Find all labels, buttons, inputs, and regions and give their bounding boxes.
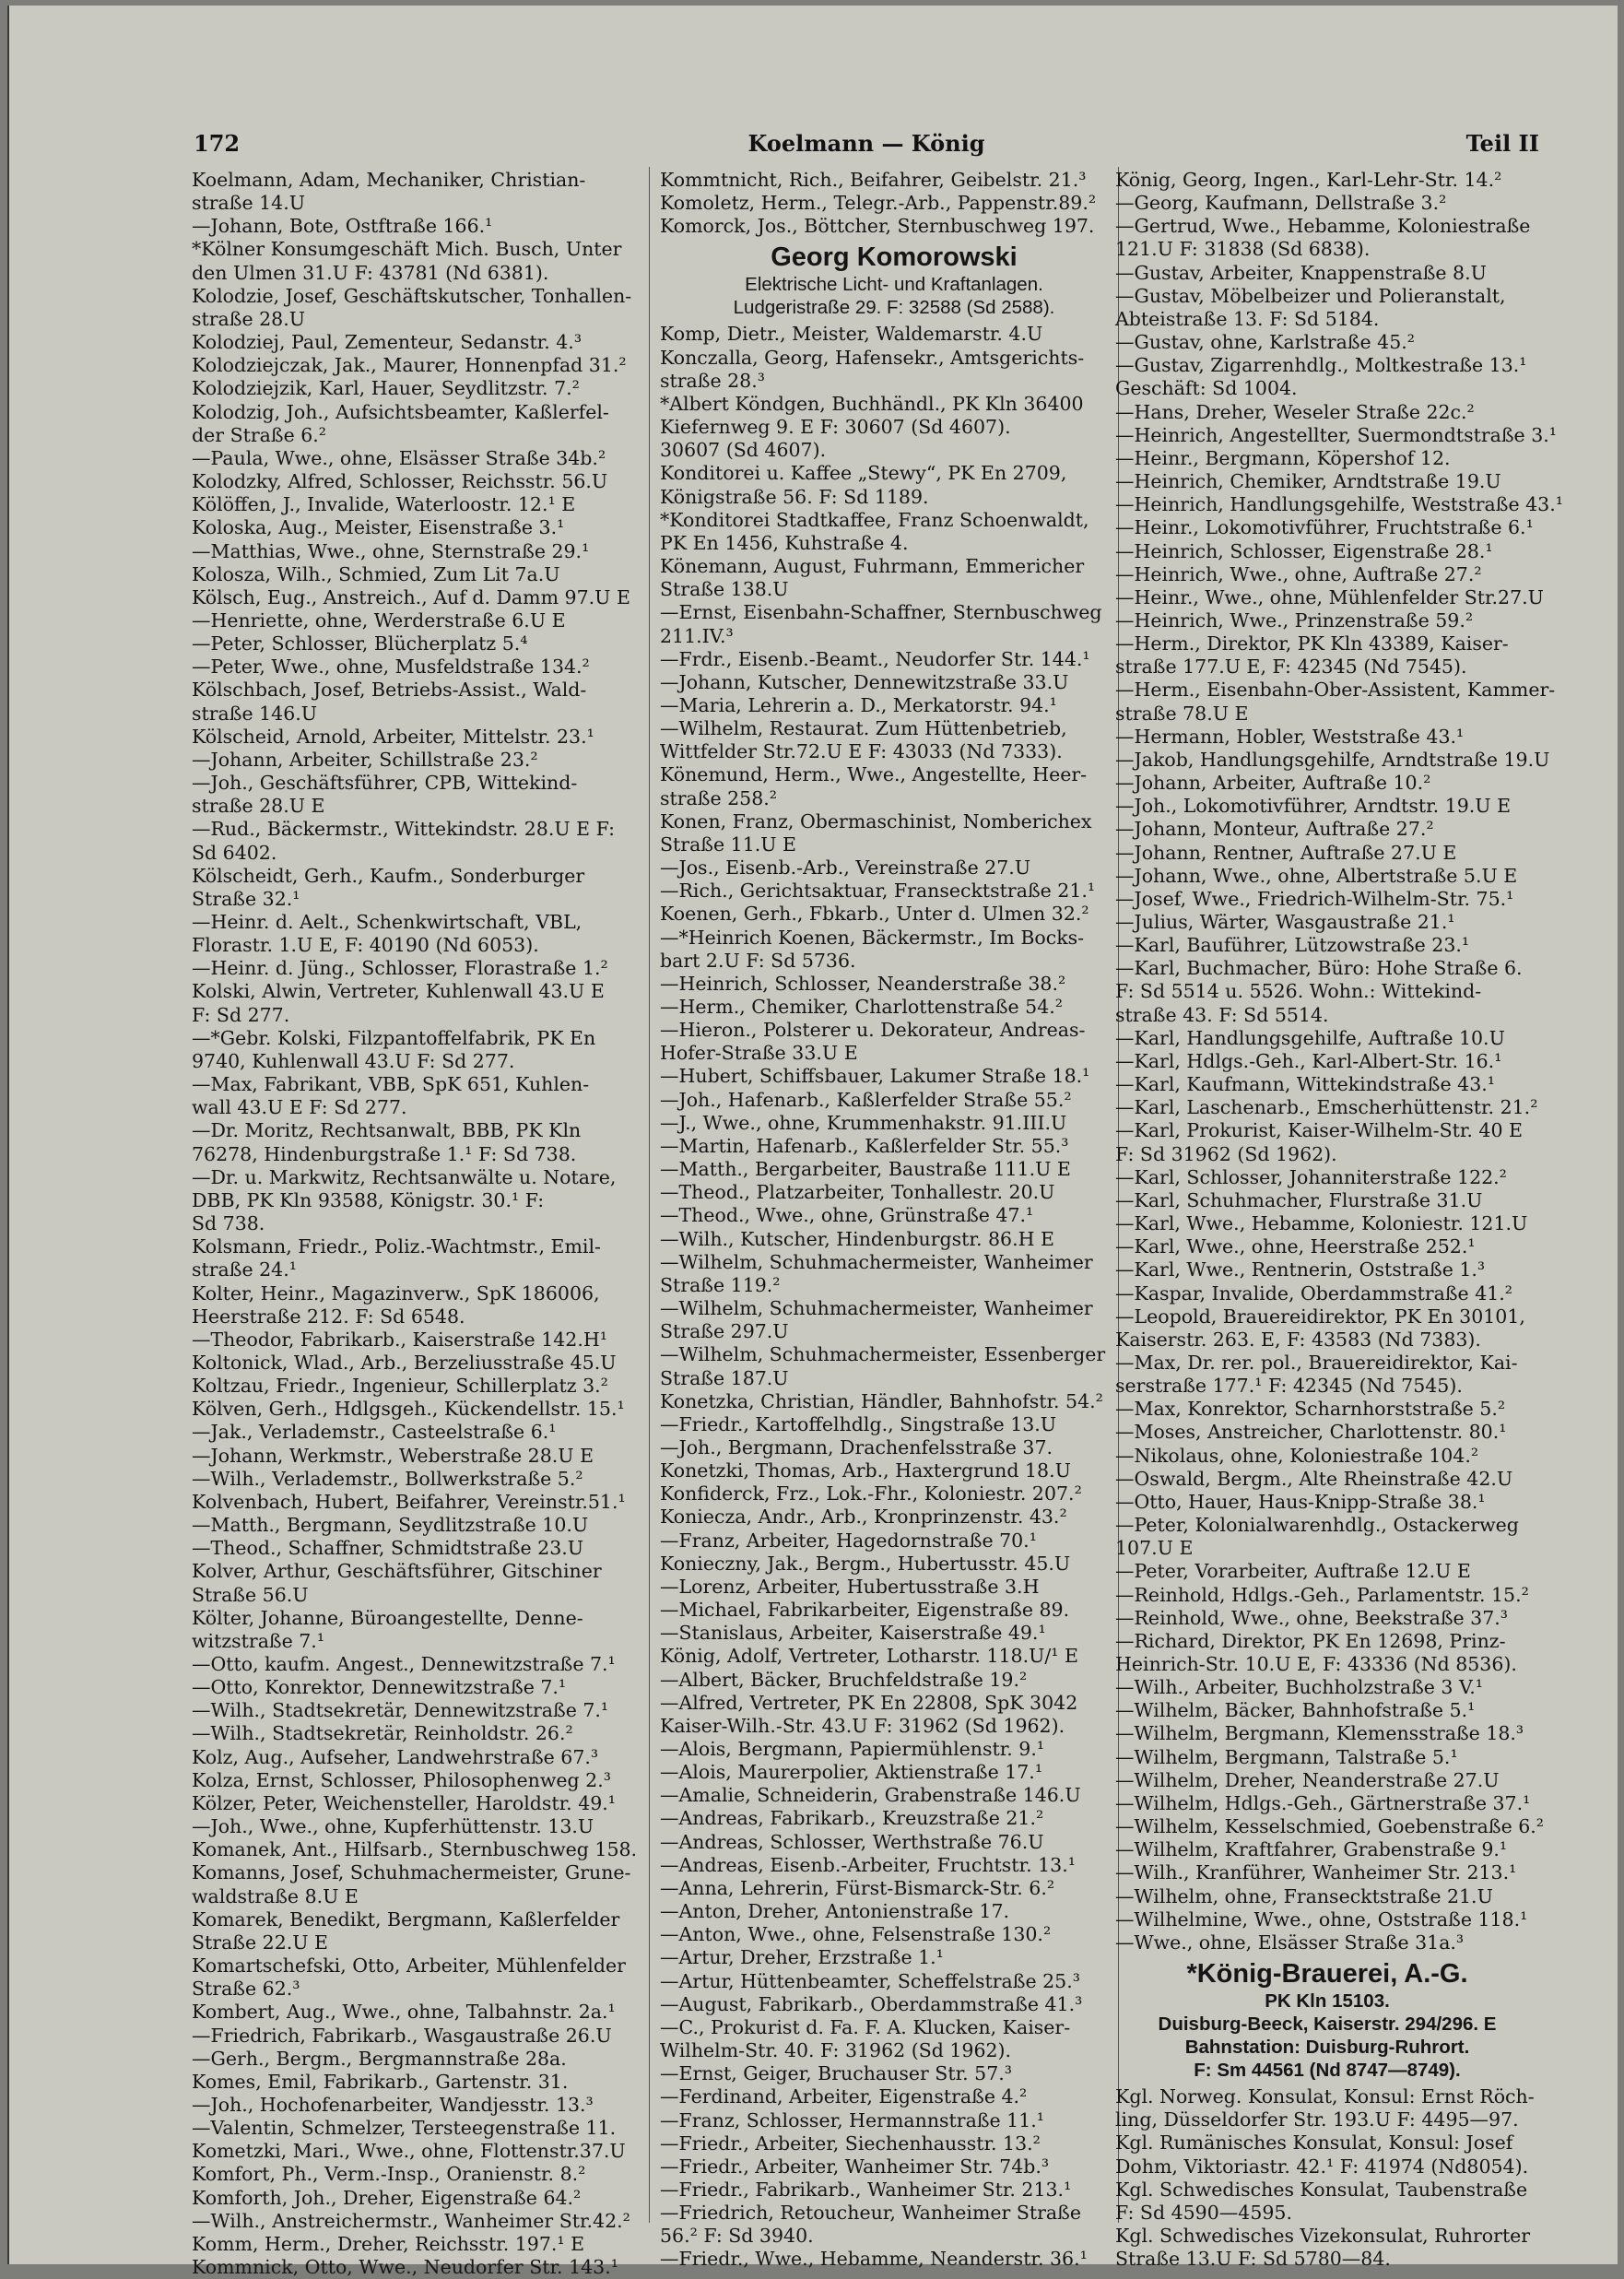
advertisement-komorowski — [660, 242, 1128, 319]
directory-entry-line: —Friedr., Kartoffelhdlg., Singstraße 13.U — [660, 1412, 1057, 1435]
part-label: Teil II — [1465, 130, 1539, 157]
directory-entry-line: —Jos., Eisenb.-Arb., Vereinstraße 27.U — [660, 856, 1031, 880]
directory-entry-line: Sd 738. — [192, 1212, 265, 1235]
directory-entry-line: —Joh., Wwe., ohne, Kupferhüttenstr. 13.U — [192, 1815, 594, 1838]
directory-entry-line: Kaiserstr. 263. E, F: 43583 (Nd 7383). — [1115, 1328, 1481, 1351]
directory-entry-line: Komes, Emil, Fabrikarb., Gartenstr. 31. — [192, 2070, 569, 2093]
directory-entry-line: —Wwe., ohne, Elsässer Straße 31a.³ — [1115, 1931, 1465, 1954]
directory-entry-line: —Dr. u. Markwitz, Rechtsanwälte u. Notare, — [192, 1165, 617, 1188]
directory-entry-line: Konfiderck, Frz., Lok.-Fhr., Koloniestr. 207.² — [660, 1482, 1082, 1506]
directory-entry-line: —Friedr., Arbeiter, Siechenhausstr. 13.² — [660, 2131, 1041, 2155]
directory-entry-line: —Herm., Eisenbahn-Ober-Assistent, Kammer- — [1115, 679, 1556, 702]
directory-entry-line: Kölzer, Peter, Weichensteller, Haroldstr. 49.¹ — [192, 1791, 617, 1814]
directory-entry-line: Kolsmann, Friedr., Poliz.-Wachtmstr., Emil- — [192, 1235, 601, 1258]
directory-entry-line: —Matth., Bergmann, Seydlitzstraße 10.U — [192, 1514, 589, 1537]
directory-entry-line: —Josef, Wwe., Friedrich-Wilhelm-Str. 75.¹ — [1115, 887, 1514, 910]
directory-entry-line: —Wilhelm, Schuhmachermeister, Essenberger — [660, 1343, 1106, 1366]
directory-entry-line: Kolver, Arthur, Geschäftsführer, Gitschiner — [192, 1560, 602, 1583]
directory-entry-line: —Reinhold, Wwe., ohne, Beekstraße 37.³ — [1115, 1606, 1508, 1629]
directory-entry-line: —Heinr., Wwe., ohne, Mühlenfelder Str.27.U — [1115, 585, 1544, 608]
directory-entry-line: —Kaspar, Invalide, Oberdammstraße 41.² — [1115, 1281, 1513, 1305]
directory-entry-line: —Artur, Dreher, Erzstraße 1.¹ — [660, 1946, 944, 1969]
directory-entry-line: —Wilh., Kutscher, Hindenburgstr. 86.H E — [660, 1227, 1054, 1250]
directory-entry-line: —Karl, Kaufmann, Wittekindstraße 43.¹ — [1115, 1073, 1495, 1096]
directory-entry-line: Wilhelm-Str. 40. F: 31962 (Sd 1962). — [660, 2039, 1012, 2062]
directory-entry-line: Straße 22.U E — [192, 1931, 329, 1954]
directory-entry-line: —Matth., Bergarbeiter, Baustraße 111.U E — [660, 1158, 1071, 1181]
directory-entry-line: ling, Düsseldorfer Str. 193.U F: 4495—97. — [1115, 2108, 1519, 2131]
directory-entry-line: Kaiser-Wilh.-Str. 43.U F: 31962 (Sd 1962). — [660, 1714, 1065, 1737]
directory-entry-line: —Heinr. d. Aelt., Schenkwirtschaft, VBL, — [192, 911, 583, 933]
directory-entry-line: Koloska, Aug., Meister, Eisenstraße 3.¹ — [192, 516, 565, 539]
directory-entry-line: —Otto, Hauer, Haus-Knipp-Straße 38.¹ — [1115, 1490, 1486, 1513]
directory-entry-line: —Jak., Verlademstr., Casteelstraße 6.¹ — [192, 1421, 557, 1444]
directory-entry-line: —Max, Dr. rer. pol., Brauereidirektor, Kai- — [1115, 1351, 1518, 1374]
directory-entry-line: Dohm, Viktoriastr. 42.¹ F: 41974 (Nd8054). — [1115, 2155, 1529, 2178]
directory-entry-line: —Peter, Wwe., ohne, Musfeldstraße 134.² — [192, 655, 590, 679]
directory-entry-line: —Hans, Dreher, Weseler Straße 22c.² — [1115, 400, 1475, 423]
directory-entry-line: —Hubert, Schiffsbauer, Lakumer Straße 18.¹ — [660, 1065, 1090, 1088]
directory-entry-line: —Andreas, Eisenb.-Arbeiter, Fruchtstr. 13.¹ — [660, 1853, 1076, 1876]
directory-entry-line: —C., Prokurist d. Fa. F. A. Klucken, Kaiser- — [660, 2015, 1071, 2038]
directory-entry-line: Kölsch, Eug., Anstreich., Auf d. Damm 97.U E — [192, 585, 630, 608]
directory-entry-line: Könemund, Herm., Wwe., Angestellte, Heer- — [660, 763, 1088, 786]
directory-entry-line: —Nikolaus, ohne, Koloniestraße 104.² — [1115, 1444, 1479, 1467]
directory-entry-line: —Johann, Kutscher, Dennewitzstraße 33.U — [660, 670, 1069, 693]
directory-entry-line: —August, Fabrikarb., Oberdammstraße 41.³ — [660, 1992, 1083, 2015]
directory-entry-line: 56.² F: Sd 3940. — [660, 2225, 814, 2248]
directory-entry-line: —Wilhelm, ohne, Fransecktstraße 21.U — [1115, 1884, 1493, 1907]
directory-entry-line: —Friedr., Fabrikarb., Wanheimer Str. 213.¹ — [660, 2178, 1072, 2201]
directory-entry-line: —Wilhelm, Schuhmachermeister, Wanheimer — [660, 1250, 1093, 1273]
directory-entry-line: —Andreas, Fabrikarb., Kreuzstraße 21.² — [660, 1807, 1044, 1830]
directory-entry-line: —Wilhelm, Kesselschmied, Goebenstraße 6.² — [1115, 1815, 1545, 1838]
directory-entry-line: —Gustav, Zigarrenhdlg., Moltkestraße 13.¹ — [1115, 354, 1527, 377]
directory-entry-line: —Wilhelmine, Wwe., ohne, Oststraße 118.¹ — [1115, 1907, 1528, 1931]
directory-entry-line: —Johann, Werkmstr., Weberstraße 28.U E — [192, 1444, 594, 1467]
directory-entry-line: F: Sd 5514 u. 5526. Wohn.: Wittekind- — [1115, 980, 1482, 1003]
directory-entry-line: —Moses, Anstreicher, Charlottenstr. 80.¹ — [1115, 1421, 1507, 1444]
directory-entry-line: F: Sd 4590—4595. — [1115, 2201, 1292, 2224]
column-2-entries-bottom — [660, 323, 1128, 2271]
directory-entry-line: —Wilhelm, Bäcker, Bahnhofstraße 5.¹ — [1115, 1699, 1476, 1722]
directory-entry-line: König, Adolf, Vertreter, Lotharstr. 118.U/¹ E — [660, 1645, 1078, 1668]
directory-entry-line: —Joh., Bergmann, Drachenfelsstraße 37. — [660, 1435, 1053, 1458]
directory-entry-line: Kolz, Aug., Aufseher, Landwehrstraße 67.³ — [192, 1745, 599, 1768]
directory-entry-line: Kolski, Alwin, Vertreter, Kuhlenwall 43.U E — [192, 980, 605, 1003]
directory-entry-line: —Gustav, Arbeiter, Knappenstraße 8.U — [1115, 261, 1487, 284]
directory-entry-line: —Wilh., Arbeiter, Buchholzstraße 3 V.¹ — [1115, 1676, 1483, 1699]
ad-line: Bahnstation: Duisburg-Ruhrort. — [1184, 2037, 1470, 2059]
directory-entry-line: Komartschefski, Otto, Arbeiter, Mühlenfelder — [192, 1954, 626, 1978]
directory-entry-line: Wittfelder Str.72.U E F: 43033 (Nd 7333). — [660, 740, 1063, 763]
directory-entry-line: —Wilhelm, Dreher, Neanderstraße 27.U — [1115, 1768, 1500, 1791]
directory-entry-line: Kgl. Schwedisches Vizekonsulat, Ruhrorter — [1115, 2224, 1531, 2247]
directory-entry-line: Kgl. Schwedisches Konsulat, Taubenstraße — [1115, 2178, 1528, 2201]
directory-entry-line: Komarek, Benedikt, Bergmann, Kaßlerfelder — [192, 1907, 620, 1931]
directory-entry-line: —Martin, Hafenarb., Kaßlerfelder Str. 55.³ — [660, 1134, 1069, 1157]
directory-entry-line: Heerstraße 212. F: Sd 6548. — [192, 1305, 465, 1328]
directory-entry-line: —Heinr. d. Jüng., Schlosser, Florastraße 1.² — [192, 957, 608, 980]
directory-entry-line: Kolosza, Wilh., Schmied, Zum Lit 7a.U — [192, 562, 560, 585]
directory-entry-line: —Theod., Schaffner, Schmidtstraße 23.U — [192, 1537, 584, 1560]
directory-entry-line: —Wilh., Stadtsekretär, Dennewitzstraße 7.¹ — [192, 1699, 609, 1722]
directory-entry-line: straße 258.² — [660, 786, 777, 809]
directory-entry-line: —Friedr., Arbeiter, Wanheimer Str. 74b.³ — [660, 2155, 1050, 2178]
directory-entry-line: —Rich., Gerichtsaktuar, Fransecktstraße 21.¹ — [660, 880, 1096, 903]
directory-entry-line: Straße 187.U — [660, 1366, 789, 1389]
directory-entry-line: Kolodzky, Alfred, Schlosser, Reichsstr. 56.U — [192, 470, 608, 493]
page-header — [194, 130, 1539, 161]
directory-entry-line: —Johann, Bote, Ostftraße 166.¹ — [192, 215, 493, 238]
directory-entry-line: —Peter, Kolonialwarenhdlg., Ostackerweg — [1115, 1514, 1519, 1537]
directory-entry-line: Komanns, Josef, Schuhmachermeister, Grune- — [192, 1861, 631, 1884]
directory-entry-line: —Friedrich, Fabrikarb., Wasgaustraße 26.U — [192, 2024, 612, 2047]
directory-entry-line: Kölscheid, Arnold, Arbeiter, Mittelstr. 23.¹ — [192, 725, 594, 748]
directory-entry-line: —Paula, Wwe., ohne, Elsässer Straße 34b.² — [192, 446, 606, 469]
directory-entry-line: waldstraße 8.U E — [192, 1884, 359, 1907]
directory-entry-line: —Leopold, Brauereidirektor, PK En 30101, — [1115, 1305, 1525, 1328]
directory-entry-line: Kolodzig, Joh., Aufsichtsbeamter, Kaßlerfel- — [192, 400, 609, 423]
directory-entry-line: —Julius, Wärter, Wasgaustraße 21.¹ — [1115, 911, 1455, 933]
ad-line: Ludgeristraße 29. F: 32588 (Sd 2588). — [733, 297, 1055, 319]
directory-entry-line: Kolodzie, Josef, Geschäftskutscher, Tonhallen- — [192, 284, 632, 307]
directory-entry-line: Sd 6402. — [192, 841, 277, 864]
directory-entry-line: —Gertrud, Wwe., Hebamme, Koloniestraße — [1115, 215, 1531, 238]
directory-entry-line: Koenen, Gerh., Fbkarb., Unter d. Ulmen 32.² — [660, 903, 1089, 926]
directory-entry-line: —Wilh., Kranführer, Wanheimer Str. 213.¹ — [1115, 1861, 1517, 1884]
directory-entry-line: —Karl, Wwe., ohne, Heerstraße 252.¹ — [1115, 1235, 1476, 1258]
directory-entry-line: 9740, Kuhlenwall 43.U F: Sd 277. — [192, 1049, 515, 1072]
directory-entry-line: —Peter, Vorarbeiter, Auftraße 12.U E — [1115, 1560, 1471, 1583]
directory-entry-line: —Frdr., Eisenb.-Beamt., Neudorfer Str. 144.¹ — [660, 647, 1090, 670]
directory-entry-line: den Ulmen 31.U F: 43781 (Nd 6381). — [192, 261, 549, 284]
directory-entry-line: Komforth, Joh., Dreher, Eigenstraße 64.² — [192, 2186, 582, 2209]
directory-entry-line: —Henriette, ohne, Werderstraße 6.U E — [192, 608, 566, 632]
directory-entry-line: straße 28.U — [192, 307, 305, 330]
directory-entry-line: 107.U E — [1115, 1537, 1194, 1560]
directory-entry-line: —Hieron., Polsterer u. Dekorateur, Andreas- — [660, 1019, 1086, 1042]
directory-entry-line: Straße 138.U — [660, 578, 789, 601]
directory-entry-line: wall 43.U E F: Sd 277. — [192, 1096, 407, 1119]
directory-entry-line: Kgl. Norweg. Konsulat, Konsul: Ernst Röch- — [1115, 2085, 1535, 2108]
directory-entry-line: —Heinr., Bergmann, Köpershof 12. — [1115, 446, 1451, 469]
directory-entry-line: Kölscheidt, Gerh., Kaufm., Sonderburger — [192, 864, 585, 887]
directory-entry-line: —Heinrich, Wwe., Prinzenstraße 59.² — [1115, 608, 1474, 632]
directory-entry-line: —Wilhelm, Schuhmachermeister, Wanheimer — [660, 1297, 1093, 1320]
column-3 — [1115, 169, 1563, 2271]
directory-entry-line: —Heinrich, Schlosser, Eigenstraße 28.¹ — [1115, 539, 1493, 562]
directory-entry-line: —Franz, Schlosser, Hermannstraße 11.¹ — [660, 2108, 1044, 2131]
directory-entry-line: —Heinr., Lokomotivführer, Fruchtstraße 6.¹ — [1115, 516, 1534, 539]
directory-entry-line: —Herm., Direktor, PK Kln 43389, Kaiser- — [1115, 632, 1509, 655]
directory-entry-line: —Richard, Direktor, PK En 12698, Prinz- — [1115, 1629, 1506, 1652]
directory-entry-line: —Joh., Geschäftsführer, CPB, Wittekind- — [192, 772, 578, 795]
directory-entry-line: Straße 13.U F: Sd 5780—84. — [1115, 2248, 1391, 2271]
directory-entry-line: 76278, Hindenburgstraße 1.¹ F: Sd 738. — [192, 1142, 577, 1165]
directory-entry-line: 211.IV.³ — [660, 624, 734, 647]
column-3-entries-bottom — [1115, 2085, 1539, 2271]
directory-entry-line: Konieczny, Jak., Bergm., Hubertusstr. 45.U — [660, 1552, 1071, 1575]
directory-entry-line: —Alois, Maurerpolier, Aktienstraße 17.¹ — [660, 1761, 1043, 1784]
directory-entry-line: straße 177.U E, F: 42345 (Nd 7545). — [1115, 655, 1467, 679]
directory-entry-line: —Wilhelm, Hdlgs.-Geh., Gärtnerstraße 37.¹ — [1115, 1791, 1531, 1814]
directory-entry-line: Koelmann, Adam, Mechaniker, Christian- — [192, 169, 586, 191]
directory-entry-line: Heinrich-Str. 10.U E, F: 43336 (Nd 8536). — [1115, 1653, 1517, 1675]
directory-entry-line: —*Heinrich Koenen, Bäckermstr., Im Bocks- — [660, 926, 1085, 949]
directory-entry-line: Geschäft: Sd 1004. — [1115, 377, 1298, 400]
directory-entry-line: —*Gebr. Kolski, Filzpantoffelfabrik, PK En — [192, 1026, 596, 1049]
directory-entry-line: Straße 297.U — [660, 1320, 789, 1343]
directory-entry-line: —Joh., Hafenarb., Kaßlerfelder Straße 55.² — [660, 1088, 1072, 1111]
directory-entry-line: —Albert, Bäcker, Bruchfeldstraße 19.² — [660, 1668, 1028, 1691]
directory-entry-line: —Johann, Rentner, Auftraße 27.U E — [1115, 841, 1457, 864]
directory-entry-line: —Alois, Bergmann, Papiermühlenstr. 9.¹ — [660, 1738, 1045, 1760]
directory-entry-line: Koltonick, Wlad., Arb., Berzeliusstraße 45.U — [192, 1351, 617, 1374]
directory-entry-line: bart 2.U F: Sd 5736. — [660, 949, 856, 972]
directory-entry-line: —Wilh., Stadtsekretär, Reinholdstr. 26.² — [192, 1722, 573, 1745]
directory-entry-line: —Karl, Bauführer, Lützowstraße 23.¹ — [1115, 934, 1470, 957]
directory-entry-line: —Karl, Buchmacher, Büro: Hohe Straße 6. — [1115, 957, 1523, 980]
directory-entry-line: —Anna, Lehrerin, Fürst-Bismarck-Str. 6.² — [660, 1876, 1055, 1899]
directory-entry-line: —Valentin, Schmelzer, Tersteegenstraße 11. — [192, 2117, 617, 2140]
directory-entry-line: Straße 11.U E — [660, 832, 797, 856]
directory-entry-line: —Peter, Schlosser, Blücherplatz 5.⁴ — [192, 632, 528, 655]
ad-line: F: Sm 44561 (Nd 8747—8749). — [1194, 2060, 1461, 2082]
directory-entry-line: —Otto, Konrektor, Dennewitzstraße 7.¹ — [192, 1676, 567, 1699]
directory-entry-line: —Franz, Arbeiter, Hagedornstraße 70.¹ — [660, 1529, 1037, 1552]
directory-entry-line: Kommtnicht, Rich., Beifahrer, Geibelstr. 21.³ — [660, 169, 1087, 191]
directory-entry-line: —Wilhelm, Bergmann, Klemensstraße 18.³ — [1115, 1722, 1524, 1745]
column-3-entries-top — [1115, 169, 1563, 1954]
directory-entry-line: —Wilh., Anstreichermstr., Wanheimer Str.42.² — [192, 2209, 630, 2232]
directory-entry-line: Konczalla, Georg, Hafensekr., Amtsgerichts- — [660, 346, 1085, 369]
directory-entry-line: —Johann, Monteur, Auftraße 27.² — [1115, 818, 1434, 841]
advertisement-koenig-brauerei — [1115, 1958, 1539, 2082]
directory-entry-line: —Alfred, Vertreter, PK En 22808, SpK 3042 — [660, 1691, 1078, 1714]
directory-entry-line: straße 28.U E — [192, 795, 325, 818]
column-1 — [192, 169, 638, 2279]
directory-entry-line: —Stanislaus, Arbeiter, Kaiserstraße 49.¹ — [660, 1622, 1046, 1645]
directory-entry-line: —Theod., Platzarbeiter, Tonhallestr. 20.U — [660, 1181, 1055, 1204]
directory-entry-line: —Heinrich, Schlosser, Neanderstraße 38.² — [660, 972, 1066, 995]
directory-entry-line: —Karl, Wwe., Hebamme, Koloniestr. 121.U — [1115, 1212, 1528, 1235]
directory-entry-line: Komanek, Ant., Hilfsarb., Sternbuschweg 158. — [192, 1838, 638, 1861]
directory-entry-line: Abteistraße 13. F: Sd 5184. — [1115, 307, 1380, 330]
directory-entry-line: —Max, Fabrikant, VBB, SpK 651, Kuhlen- — [192, 1073, 590, 1096]
ad-company-name: Georg Komorowski — [771, 242, 1018, 273]
directory-entry-line: —Oswald, Bergm., Alte Rheinstraße 42.U — [1115, 1467, 1513, 1490]
directory-entry-line: Koltzau, Friedr., Ingenieur, Schillerplatz 3.² — [192, 1375, 608, 1398]
directory-entry-line: —Reinhold, Hdlgs.-Geh., Parlamentstr. 15.² — [1115, 1583, 1529, 1606]
directory-entry-line: Konen, Franz, Obermaschinist, Nomberichex — [660, 809, 1092, 832]
directory-entry-line: —Johann, Arbeiter, Auftraße 10.² — [1115, 772, 1431, 795]
directory-entry-line: —Karl, Wwe., Rentnerin, Oststraße 1.³ — [1115, 1258, 1486, 1281]
directory-entry-line: F: Sd 31962 (Sd 1962). — [1115, 1142, 1337, 1165]
directory-entry-line: —Matthias, Wwe., ohne, Sternstraße 29.¹ — [192, 539, 590, 562]
directory-entry-line: —Wilhelm, Bergmann, Talstraße 5.¹ — [1115, 1745, 1458, 1768]
directory-entry-line: der Straße 6.² — [192, 423, 326, 446]
directory-entry-line: Kgl. Rumänisches Konsulat, Konsul: Josef — [1115, 2131, 1513, 2155]
directory-entry-line: —Michael, Fabrikarbeiter, Eigenstraße 89. — [660, 1599, 1070, 1622]
directory-entry-line: PK En 1456, Kuhstraße 4. — [660, 531, 909, 554]
directory-entry-line: Kölven, Gerh., Hdlgsgeh., Kückendellstr. 15.¹ — [192, 1398, 625, 1421]
directory-entry-line: DBB, PK Kln 93588, Königstr. 30.¹ F: — [192, 1188, 545, 1211]
directory-entry-line: *Albert Köndgen, Buchhändl., PK Kln 36400 — [660, 392, 1084, 415]
ad-line: Elektrische Licht- und Kraftanlagen. — [745, 274, 1043, 296]
directory-entry-line: *Kölner Konsumgeschäft Mich. Busch, Unter — [192, 238, 622, 261]
directory-entry-line: *Konditorei Stadtkaffee, Franz Schoenwaldt, — [660, 508, 1089, 531]
directory-entry-line: Kolza, Ernst, Schlosser, Philosophenweg 2.³ — [192, 1768, 611, 1791]
directory-entry-line: —Wilhelm, Kraftfahrer, Grabenstraße 9.¹ — [1115, 1838, 1508, 1861]
directory-entry-line: —Max, Konrektor, Scharnhorststraße 5.² — [1115, 1398, 1506, 1421]
directory-entry-line: Kolodziej, Paul, Zementeur, Sedanstr. 4.³ — [192, 331, 583, 354]
directory-entry-line: —Joh., Hochofenarbeiter, Wandjesstr. 13.³ — [192, 2093, 594, 2116]
directory-entry-line: —Johann, Wwe., ohne, Albertstraße 5.U E — [1115, 864, 1518, 887]
directory-entry-line: straße 24.¹ — [192, 1258, 297, 1281]
directory-entry-line: F: Sd 277. — [192, 1003, 290, 1026]
column-divider — [649, 167, 650, 2223]
directory-entry-line: Kolter, Heinr., Magazinverw., SpK 186006, — [192, 1281, 600, 1305]
directory-entry-line: —Karl, Laschenarb., Emscherhüttenstr. 21.² — [1115, 1096, 1538, 1119]
directory-entry-line: Kometzki, Mari., Wwe., ohne, Flottenstr.37.U — [192, 2140, 626, 2163]
directory-entry-line: straße 146.U — [192, 702, 318, 725]
directory-entry-line: —Hermann, Hobler, Weststraße 43.¹ — [1115, 725, 1465, 748]
directory-entry-line: —Maria, Lehrerin a. D., Merkatorstr. 94.¹ — [660, 693, 1057, 716]
directory-entry-line: —Friedr., Wwe., Hebamme, Neanderstr. 36.¹ — [660, 2248, 1088, 2271]
directory-entry-line: Hofer-Straße 33.U E — [660, 1042, 858, 1065]
directory-entry-line: —Wilhelm, Restaurat. Zum Hüttenbetrieb, — [660, 717, 1067, 740]
directory-entry-line: Komp, Dietr., Meister, Waldemarstr. 4.U — [660, 323, 1043, 346]
directory-entry-line: Konditorei u. Kaffee „Stewy“, PK En 2709, — [660, 462, 1067, 485]
directory-entry-line: —Karl, Schlosser, Johanniterstraße 122.² — [1115, 1165, 1507, 1188]
directory-entry-line: Koniecza, Andr., Arb., Kronprinzenstr. 43.² — [660, 1506, 1067, 1529]
directory-entry-line: —Anton, Wwe., ohne, Felsenstraße 130.² — [660, 1923, 1052, 1946]
directory-entry-line: Königstraße 56. F: Sd 1189. — [660, 485, 929, 508]
directory-entry-line: —J., Wwe., ohne, Krummenhakstr. 91.III.U — [660, 1111, 1067, 1134]
directory-entry-line: —Jakob, Handlungsgehilfe, Arndtstraße 19.U — [1115, 748, 1550, 771]
directory-entry-line: —Georg, Kaufmann, Dellstraße 3.² — [1115, 192, 1447, 215]
directory-entry-line: straße 14.U — [192, 192, 305, 215]
directory-entry-line: Kombert, Aug., Wwe., ohne, Talbahnstr. 2a.¹ — [192, 2001, 616, 2024]
directory-entry-line: —Ferdinand, Arbeiter, Eigenstraße 4.² — [660, 2085, 1028, 2108]
directory-entry-line: —Karl, Schuhmacher, Flurstraße 31.U — [1115, 1188, 1483, 1211]
directory-entry-line: —Herm., Chemiker, Charlottenstraße 54.² — [660, 996, 1064, 1018]
directory-entry-line: —Lorenz, Arbeiter, Hubertusstraße 3.H — [660, 1575, 1040, 1598]
directory-entry-line: —Gustav, Möbelbeizer und Polieranstalt, — [1115, 284, 1506, 307]
directory-entry-line: —Theodor, Fabrikarb., Kaiserstraße 142.H¹ — [192, 1328, 607, 1351]
page-title: Koelmann — König — [747, 130, 985, 157]
directory-entry-line: Kölöffen, J., Invalide, Waterloostr. 12.¹ E — [192, 493, 576, 516]
directory-entry-line: straße 78.U E — [1115, 702, 1249, 725]
directory-entry-line: —Gustav, ohne, Karlstraße 45.² — [1115, 331, 1415, 354]
directory-entry-line: —Theod., Wwe., ohne, Grünstraße 47.¹ — [660, 1204, 1034, 1227]
directory-entry-line: Straße 119.² — [660, 1273, 781, 1296]
directory-entry-line: Kolodziejczak, Jak., Maurer, Honnenpfad 31.² — [192, 354, 627, 377]
directory-entry-line: —Andreas, Schlosser, Werthstraße 76.U — [660, 1830, 1044, 1853]
directory-entry-line: —Heinrich, Wwe., ohne, Auftraße 27.² — [1115, 562, 1482, 585]
directory-entry-line: Konetzki, Thomas, Arb., Haxtergrund 18.U — [660, 1459, 1071, 1482]
directory-entry-line: Konetzka, Christian, Händler, Bahnhofstr. 54.² — [660, 1389, 1103, 1412]
directory-entry-line: —Karl, Hdlgs.-Geh., Karl-Albert-Str. 16.¹ — [1115, 1049, 1502, 1072]
column-2 — [660, 169, 1128, 2271]
directory-page — [7, 6, 1618, 2279]
directory-entry-line: Kiefernweg 9. E F: 30607 (Sd 4607). — [660, 416, 1011, 439]
directory-entry-line: —Karl, Handlungsgehilfe, Auftraße 10.U — [1115, 1026, 1505, 1049]
directory-entry-line: —Anton, Dreher, Antonienstraße 17. — [660, 1900, 1010, 1923]
directory-entry-line: witzstraße 7.¹ — [192, 1629, 325, 1652]
directory-entry-line: —Johann, Arbeiter, Schillstraße 23.² — [192, 748, 538, 771]
ad-company-name: *König-Brauerei, A.-G. — [1186, 1959, 1468, 1990]
directory-entry-line: —Heinrich, Angestellter, Suermondtstraße 3.¹ — [1115, 423, 1557, 446]
directory-entry-line: Kolvenbach, Hubert, Beifahrer, Vereinstr.51.¹ — [192, 1490, 626, 1513]
directory-entry-line: Komorck, Jos., Böttcher, Sternbuschweg 197. — [660, 215, 1095, 238]
ad-line: Duisburg-Beeck, Kaiserstr. 294/296. E — [1158, 2013, 1497, 2036]
directory-entry-line: Kommnick, Otto, Wwe., Neudorfer Str. 143.¹ — [192, 2256, 618, 2279]
directory-entry-line: Straße 32.¹ — [192, 887, 300, 910]
directory-entry-line: Kolodziejzik, Karl, Hauer, Seydlitzstr. 7.² — [192, 377, 580, 400]
directory-entry-line: Florastr. 1.U E, F: 40190 (Nd 6053). — [192, 934, 539, 957]
directory-entry-line: —Heinrich, Handlungsgehilfe, Weststraße 43.¹ — [1115, 493, 1563, 516]
directory-entry-line: —Ernst, Geiger, Bruchauser Str. 57.³ — [660, 2062, 1012, 2085]
directory-entry-line: Komoletz, Herm., Telegr.-Arb., Pappenstr.89.² — [660, 192, 1097, 215]
directory-entry-line: Költer, Johanne, Büroangestellte, Denne- — [192, 1606, 583, 1629]
directory-entry-line: straße 28.³ — [660, 369, 765, 392]
directory-entry-line: serstraße 177.¹ F: 42345 (Nd 7545). — [1115, 1375, 1463, 1398]
directory-entry-line: 30607 (Sd 4607). — [660, 439, 827, 462]
column-2-entries-top — [660, 169, 1128, 238]
directory-entry-line: —Gerh., Bergm., Bergmannstraße 28a. — [192, 2047, 567, 2070]
directory-entry-line: —Otto, kaufm. Angest., Dennewitzstraße 7.¹ — [192, 1653, 616, 1675]
directory-entry-line: Komfort, Ph., Verm.-Insp., Oranienstr. 8.² — [192, 2163, 586, 2186]
directory-entry-line: —Joh., Lokomotivführer, Arndtstr. 19.U E — [1115, 795, 1512, 818]
directory-entry-line: —Dr. Moritz, Rechtsanwalt, BBB, PK Kln — [192, 1119, 582, 1142]
directory-entry-line: —Ernst, Eisenbahn-Schaffner, Sternbuschweg — [660, 601, 1102, 624]
page-number: 172 — [194, 130, 241, 157]
directory-entry-line: —Amalie, Schneiderin, Grabenstraße 146.U — [660, 1784, 1081, 1807]
ad-line: PK Kln 15103. — [1265, 1990, 1390, 2013]
directory-entry-line: —Artur, Hüttenbeamter, Scheffelstraße 25.³ — [660, 1969, 1080, 1992]
directory-entry-line: —Karl, Prokurist, Kaiser-Wilhelm-Str. 40 E — [1115, 1119, 1523, 1142]
directory-entry-line: Könemann, August, Fuhrmann, Emmericher — [660, 555, 1085, 578]
directory-entry-line: —Heinrich, Chemiker, Arndtstraße 19.U — [1115, 470, 1501, 493]
directory-entry-line: Kölschbach, Josef, Betriebs-Assist., Wald- — [192, 679, 587, 702]
directory-entry-line: Straße 62.³ — [192, 1978, 300, 2001]
directory-entry-line: —Friedrich, Retoucheur, Wanheimer Straße — [660, 2202, 1081, 2225]
directory-entry-line: Straße 56.U — [192, 1583, 309, 1606]
directory-entry-line: straße 43. F: Sd 5514. — [1115, 1003, 1329, 1026]
directory-entry-line: —Rud., Bäckermstr., Wittekindstr. 28.U E F: — [192, 818, 616, 841]
directory-entry-line: König, Georg, Ingen., Karl-Lehr-Str. 14.² — [1115, 169, 1502, 191]
directory-entry-line: —Wilh., Verlademstr., Bollwerkstraße 5.² — [192, 1467, 583, 1490]
directory-entry-line: Komm, Herm., Dreher, Reichsstr. 197.¹ E — [192, 2232, 585, 2255]
directory-entry-line: 121.U F: 31838 (Sd 6838). — [1115, 238, 1371, 261]
